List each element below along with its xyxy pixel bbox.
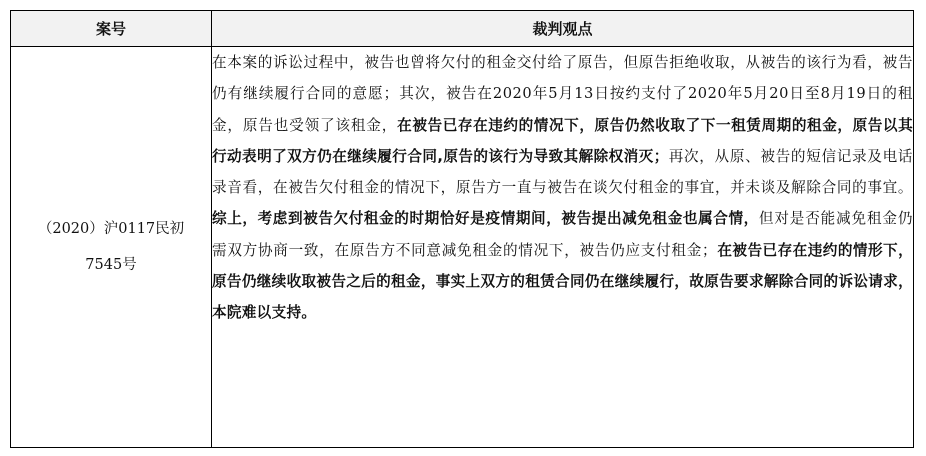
opinion-emphasis-1: 在被告已存在违约的情况下，原告仍然收取了下一租赁周期的租金，原告以其行动表明了双方仍在继续履行合同,原告的该行为导致其解除权消灭； xyxy=(212,116,914,165)
case-number-line-1: （2020）沪0117民初 xyxy=(37,221,185,237)
table-row xyxy=(11,47,914,448)
judicial-opinion-header: 裁判观点 xyxy=(212,11,914,47)
case-number-cell xyxy=(11,47,212,448)
case-number-header: 案号 xyxy=(11,11,212,47)
case-number-line-2: 7545号 xyxy=(85,257,137,273)
opinion-text-2: 再次，从原、被告的短信记录及电话录音看，在被告欠付租金的情况下，原告方一直与被告在谈欠付租金的事宜，并未谈及解除合同的事宜。 xyxy=(212,147,913,197)
opinion-emphasis-3: 在被告已存在违约的情形下，原告仍继续收取被告之后的租金，事实上双方的租赁合同仍在继续履行，故原告要求解除合同的诉讼请求，本院难以支持。 xyxy=(212,241,913,322)
opinion-emphasis-2: 综上，考虑到被告欠付租金的时期恰好是疫情期间，被告提出减免租金也属合情， xyxy=(212,210,759,228)
header-row xyxy=(11,11,914,47)
judgment-table xyxy=(10,10,914,448)
opinion-text-3: 但对是否能减免租金仍需双方协商一致，在原告方不同意减免租金的情况下，被告仍应支付租金； xyxy=(212,210,913,259)
judicial-opinion-cell xyxy=(212,47,914,448)
opinion-text-1: 在本案的诉讼过程中，被告也曾将欠付的租金交付给了原告，但原告拒绝收取，从被告的该行为看，被告仍有继续履行合同的意愿；其次，被告在2020年5月13日按约支付了2020年5月20日至8月19日的租金，原告也受领了该租金， xyxy=(212,54,913,134)
